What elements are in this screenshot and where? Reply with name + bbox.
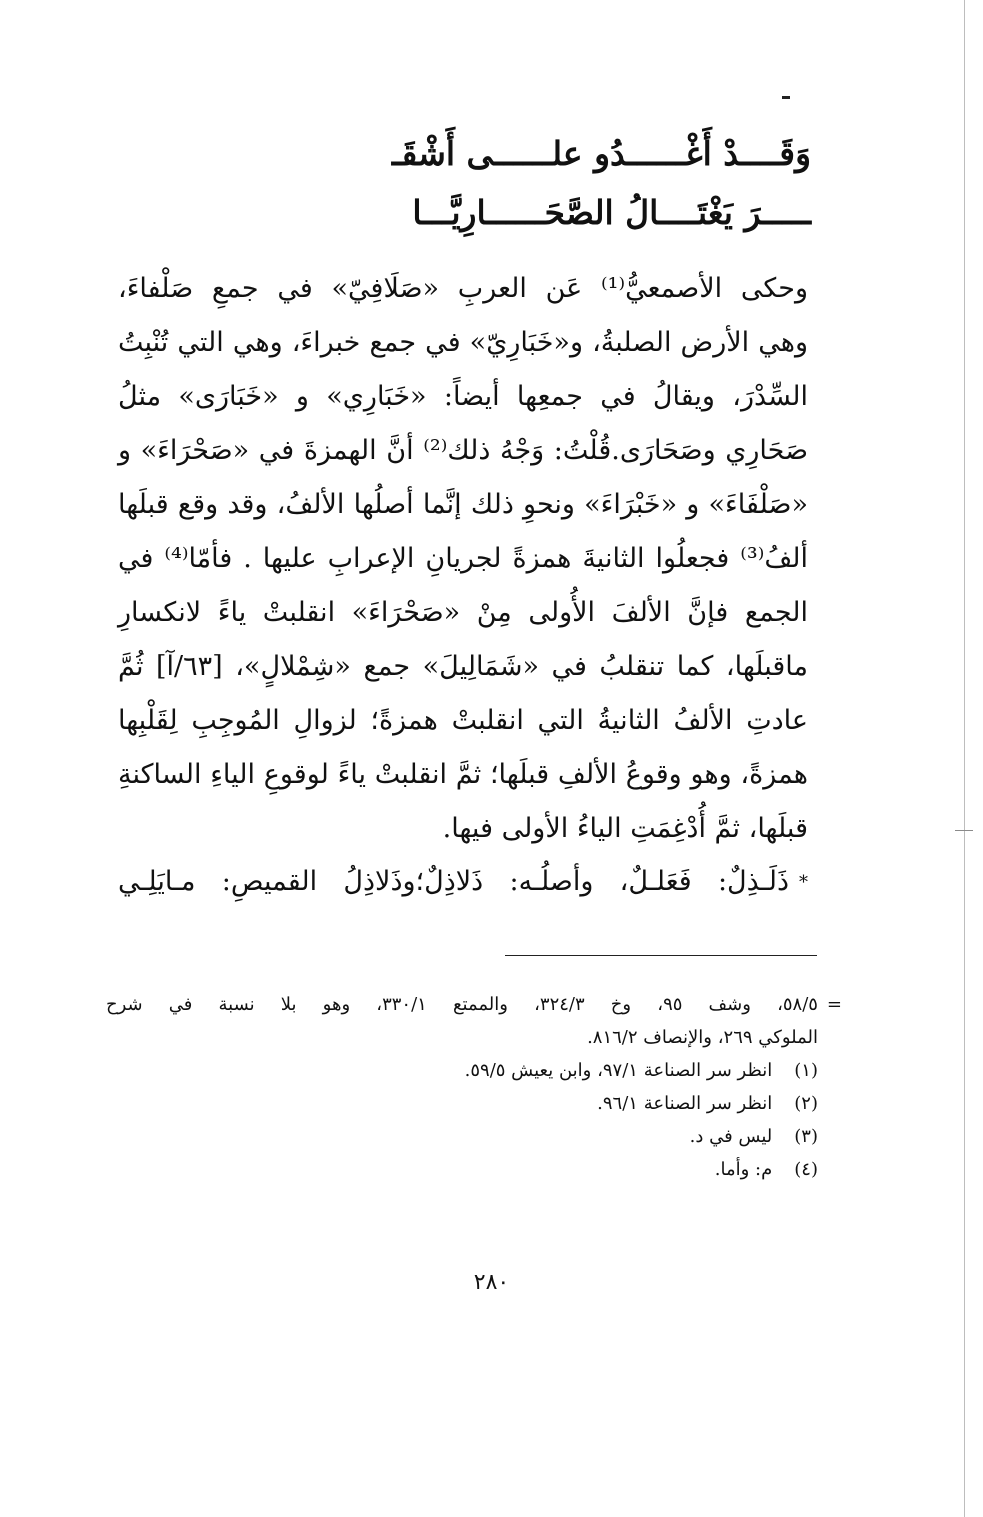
continuation-marker: = [826, 994, 842, 1015]
paragraph-line: عادتِ الألفُ الثانيةُ التي انقلبتْ همزةً؛ لزوالِ المُوجِبِ لِقَلْبِها [118, 705, 808, 736]
footnote-continuation-line: ٥٨/٥، وشف ٩٥، وخ ٣٢٤/٣، والممتع ٣٣٠/١، وهو بلا نسبة في شرح [106, 994, 818, 1015]
footnote-text: انظر سر الصناعة ٩٦/١. [597, 1093, 773, 1114]
footnote-item [106, 1120, 818, 1153]
footnote-text: ليس في د. [689, 1126, 773, 1147]
paragraph-line: الجمع فإنَّ الألفَ الأُولى مِنْ «صَحْرَاءَ» انقلبتْ ياءً لانكسارِ [118, 597, 808, 628]
entry-text: ذَلَـذِلٌ: فَعَلـلٌ، وأصلُـه: ذَلاذِلٌ؛وذَلاذِلُ القميصِ: مـايَلِـي [118, 866, 789, 897]
paragraph-line: همزةً، وهو وقوعُ الألفِ قبلَها؛ ثمَّ انقلبتْ ياءً لوقوعِ الياءِ الساكنةِ [118, 759, 808, 790]
footnote-item [106, 1087, 818, 1120]
footnote-number: (٤) [794, 1159, 818, 1180]
scan-edge-tick [955, 830, 973, 831]
main-paragraph [118, 262, 808, 856]
ink-mark [782, 96, 790, 99]
footnote-continuation [106, 988, 842, 1054]
paragraph-line: وهي الأرض الصلبةُ، و«خَبَارِيّ» في جمع خبراءَ، وهي التي تُنْبِتُ [118, 327, 808, 358]
footnote-number: (١) [794, 1060, 818, 1081]
footnote-text: انظر سر الصناعة ٩٧/١، وابن يعيش ٥٩/٥. [464, 1060, 773, 1081]
footnote-number: (٢) [794, 1093, 818, 1114]
paragraph-line: ألفُ⁽³⁾ فجعلُوا الثانيةَ همزةً لجريانِ الإعرابِ عليها . فأمّا⁽⁴⁾ في [118, 543, 808, 574]
verse-line-2: ـــــرَ يَغْتَــــالُ الصَّحَــــــارِيَّـــا [412, 193, 811, 232]
paragraph-line: «صَلْفَاءَ» و «خَبْرَاءَ» ونحوِ ذلك إنَّما أصلُها الألفُ، وقد وقع قبلَها [118, 489, 808, 520]
footnote-text: م: وأما. [714, 1159, 773, 1180]
page-number: ٢٨٠ [473, 1270, 510, 1295]
footnotes [106, 988, 842, 1186]
footnote-item [106, 1054, 818, 1087]
paragraph-line: صَحَارِي وصَحَارَى.قُلْتُ: وَجْهُ ذلك⁽²⁾ أنَّ الهمزةَ في «صَحْرَاءَ» و [118, 435, 809, 466]
paragraph-line: قبلَها، ثمَّ أُدْغِمَتِ الياءُ الأولى فيها. [442, 813, 808, 844]
asterisk-marker: * [799, 871, 808, 893]
verse-line-1: وَقَــــدْ أَغْــــــدُو علــــــى أَشْقَـ [391, 134, 811, 173]
paragraph-line: السِّدْرَ، ويقالُ في جمعِها أيضاً: «خَبَارِي» و «خَبَارَى» مثلُ [118, 381, 808, 412]
footnote-number: (٣) [794, 1126, 818, 1147]
paragraph-line: وحكى الأصمعيُّ⁽¹⁾ عَن العربِ «صَلَافِيّ» في جمعِ صَلْفاءَ، [118, 273, 809, 304]
footnote-continuation-line: الملوكي ٢٦٩، والإنصاف ٨١٦/٢. [587, 1027, 818, 1048]
paragraph-line: ماقبلَها، كما تنقلبُ في «شَمَالِيلَ» جمع «شِمْلالٍ»، [٦٣/آ] ثُمَّ [118, 651, 808, 682]
footnote-item [106, 1153, 818, 1186]
entry-line [118, 855, 808, 910]
footnote-separator [505, 955, 817, 956]
